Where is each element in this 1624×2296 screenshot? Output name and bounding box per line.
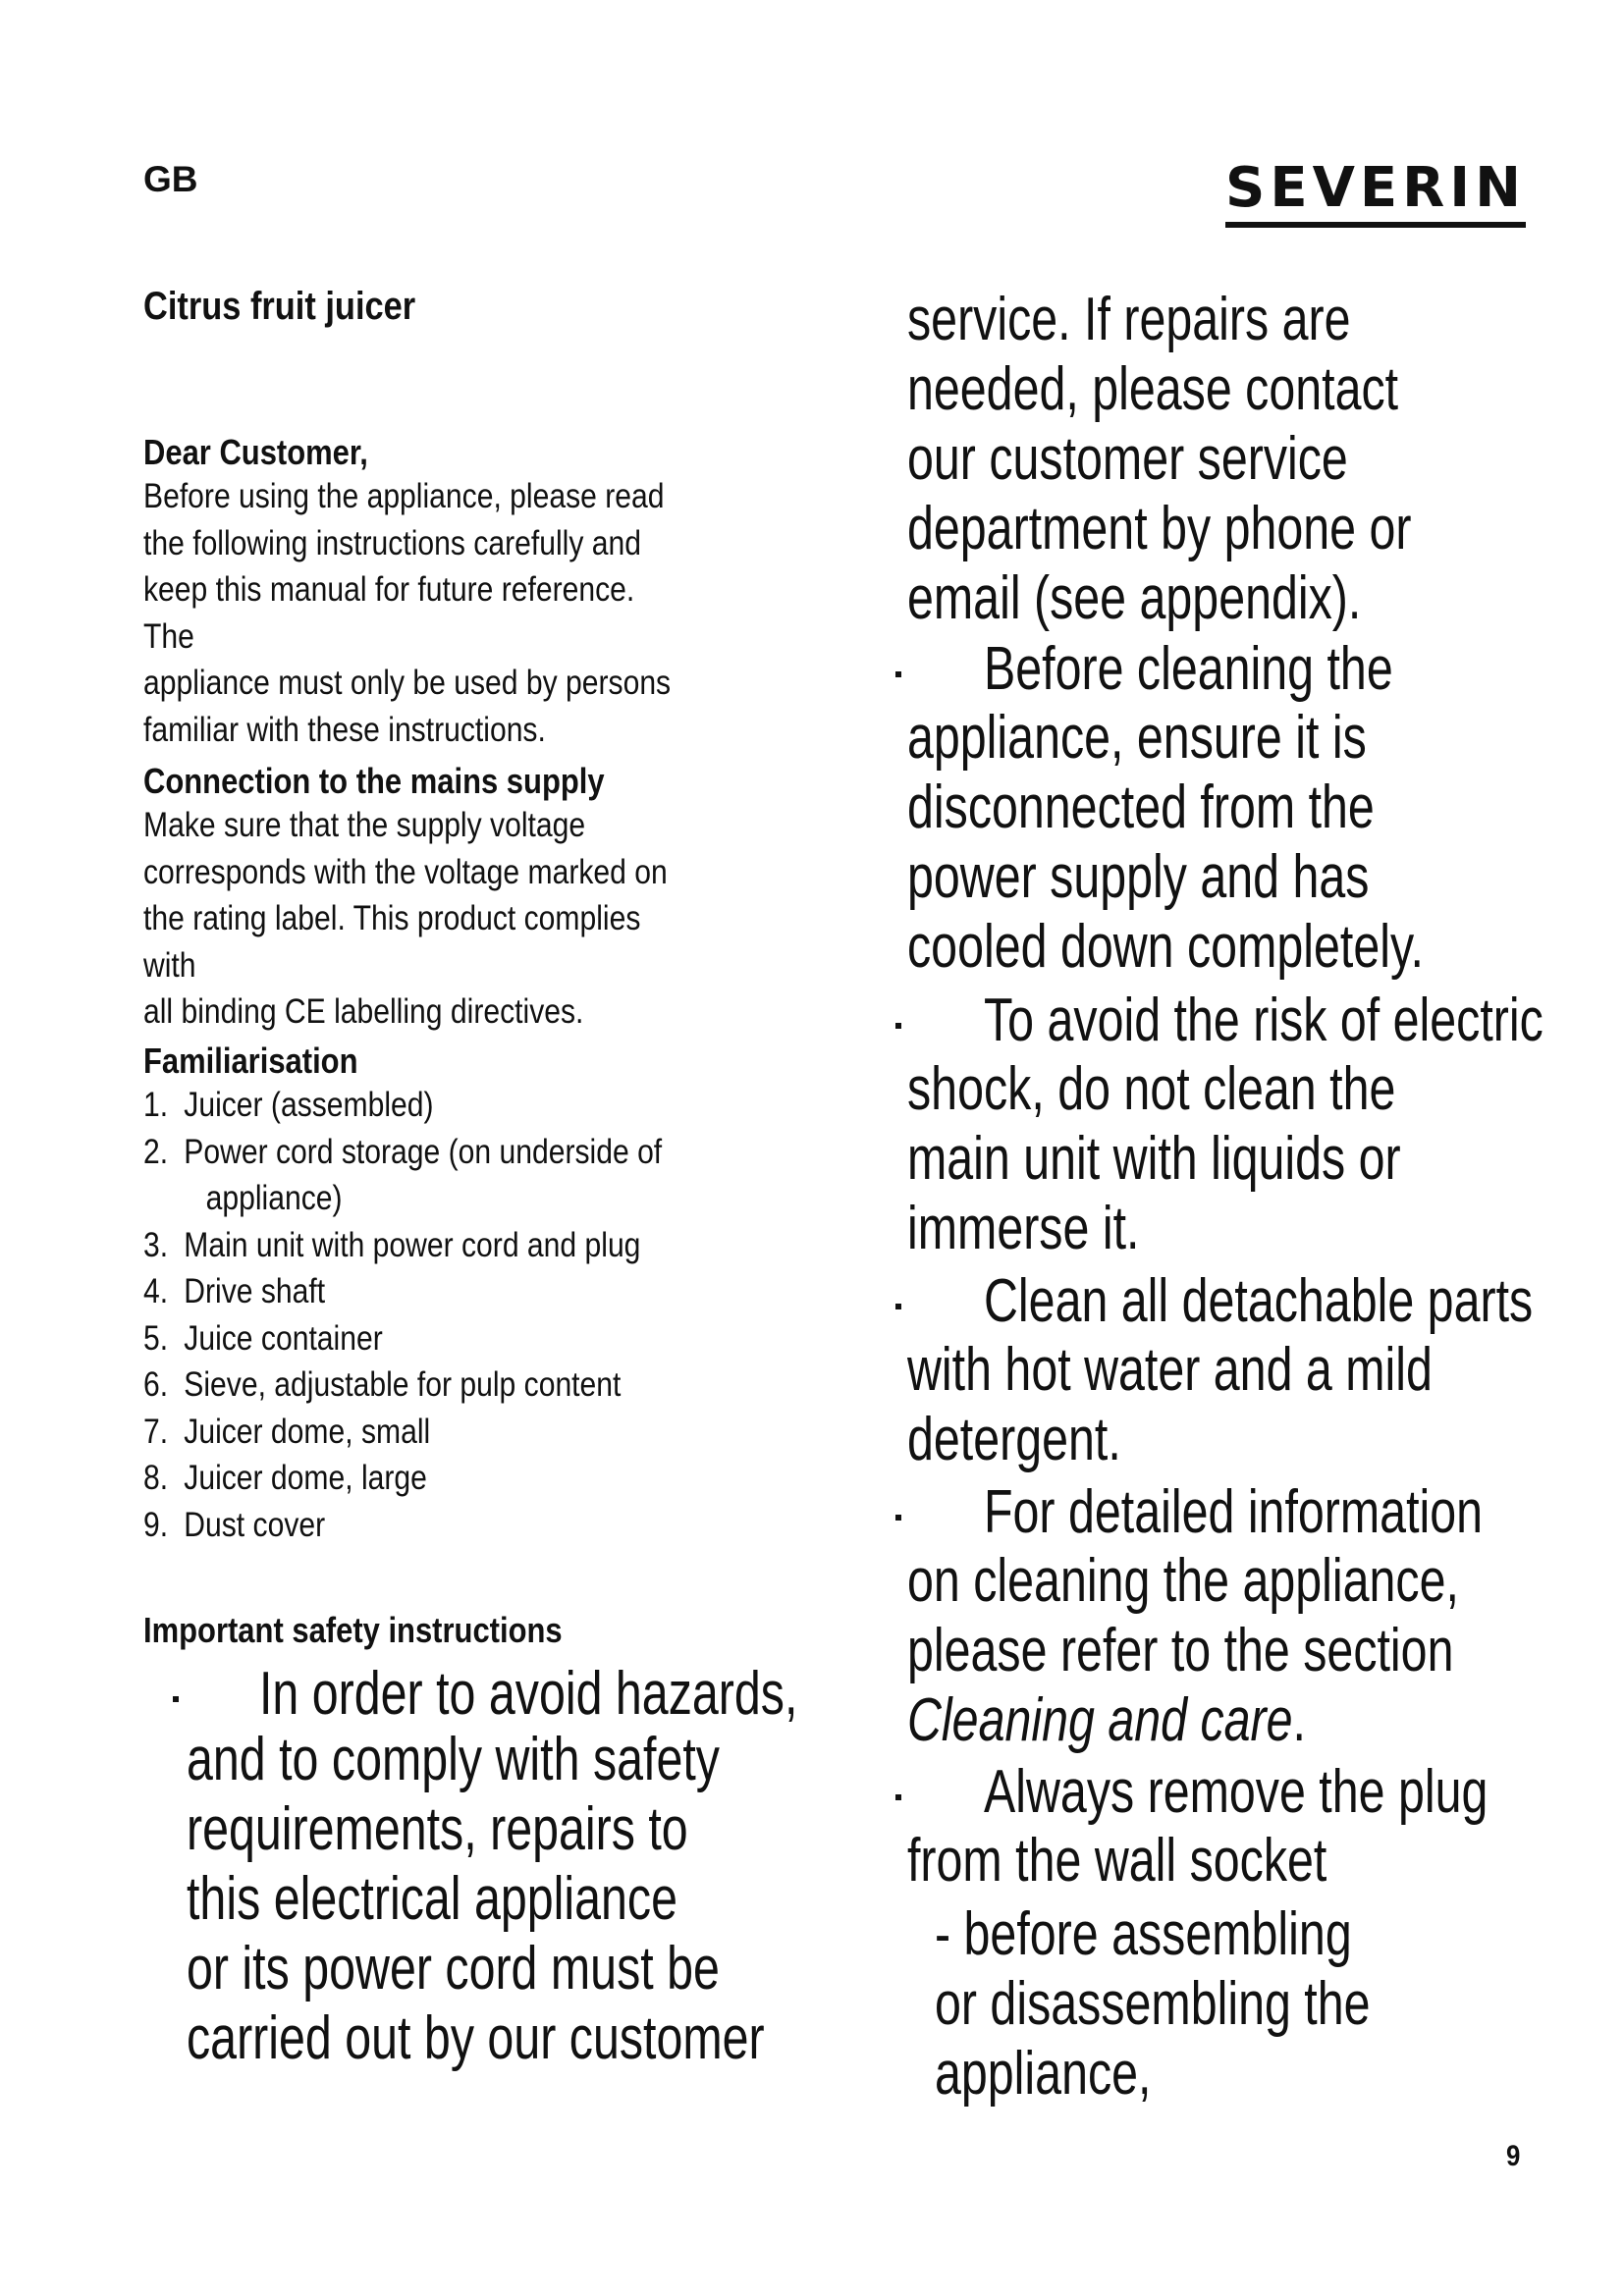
text-line: appliance must only be used by persons: [143, 664, 672, 702]
language-code: GB: [143, 159, 198, 199]
safety-item-2-first-line: Before cleaning the: [984, 635, 1393, 703]
text-line: shock, do not clean the: [907, 1055, 1396, 1123]
text-line: immerse it.: [907, 1195, 1140, 1262]
safety-item-6-first-line: Always remove the plug: [984, 1758, 1489, 1826]
safety-item-1-text: [187, 1725, 765, 2073]
mains-heading: Connection to the mains supply: [143, 761, 605, 801]
severin-logo: SEVERIN: [1225, 161, 1526, 228]
item-text: Juicer dome, small: [184, 1412, 431, 1451]
item-text-line: appliance): [205, 1179, 343, 1217]
text-line: carried out by our customer: [187, 2004, 765, 2072]
item-text: [184, 1129, 751, 1222]
safety-item-4-first-line: Clean all detachable parts: [984, 1267, 1534, 1335]
text-line: keep this manual for future reference. The: [143, 570, 635, 656]
mains-text: [143, 802, 683, 1036]
text-line: familiar with these instructions.: [143, 710, 546, 749]
list-item: [143, 1502, 751, 1549]
bullet-icon: [895, 1304, 901, 1309]
page-title: Citrus fruit juicer: [143, 285, 416, 328]
text-line: and to comply with safety: [187, 1726, 720, 1793]
page-number: 9: [1506, 2140, 1521, 2172]
text-line: needed, please contact: [907, 355, 1399, 423]
text-line: the rating label. This product complies with: [143, 899, 641, 985]
list-item: [143, 1129, 751, 1222]
text-line: on cleaning the appliance,: [907, 1547, 1459, 1615]
item-number: 5.: [143, 1318, 169, 1358]
safety-item-6-sublist: [935, 1899, 1371, 2109]
reference-period: .: [1292, 1686, 1306, 1754]
text-line: this electrical appliance: [187, 1865, 677, 1933]
item-number: 8.: [143, 1459, 169, 1497]
text-line: please refer to the section: [907, 1617, 1454, 1684]
item-number: 3.: [143, 1225, 169, 1264]
text-line: power supply and has: [907, 843, 1370, 911]
item-number: 2.: [143, 1132, 169, 1171]
bullet-icon: [895, 1023, 901, 1029]
text-line: Make sure that the supply voltage: [143, 806, 586, 844]
text-line: appliance,: [935, 2040, 1152, 2108]
safety-item-5-first-line: For detailed information: [984, 1478, 1484, 1546]
familiarisation-heading: Familiarisation: [143, 1041, 358, 1081]
item-text-line: Power cord storage (on underside of: [184, 1132, 663, 1171]
list-item: [143, 1082, 751, 1129]
item-number: 7.: [143, 1412, 169, 1451]
safety-item-4-text: [907, 1335, 1433, 1474]
list-item: [143, 1362, 751, 1409]
text-line: our customer service: [907, 425, 1348, 493]
list-item: [143, 1222, 751, 1269]
text-line: all binding CE labelling directives.: [143, 992, 584, 1031]
list-item: [143, 1409, 751, 1456]
text-line: Before using the appliance, please read: [143, 477, 665, 515]
text-line: main unit with liquids or: [907, 1125, 1401, 1193]
bullet-icon: [895, 1515, 901, 1521]
safety-item-5-text: [907, 1546, 1459, 1755]
text-line: email (see appendix).: [907, 564, 1362, 632]
text-line: department by phone or: [907, 495, 1412, 562]
item-number: 4.: [143, 1272, 169, 1310]
safety-item-2-text: [907, 703, 1424, 982]
list-item: [143, 1455, 751, 1502]
list-item: [143, 1315, 751, 1362]
item-text: Sieve, adjustable for pulp content: [184, 1365, 622, 1404]
bullet-icon: [895, 671, 901, 677]
item-text: Drive shaft: [184, 1272, 326, 1310]
item-text: Juicer dome, large: [184, 1459, 427, 1497]
parts-list: [143, 1082, 751, 1548]
text-line: - before assembling: [935, 1900, 1352, 1968]
item-number: 1.: [143, 1086, 169, 1124]
bullet-icon: [173, 1696, 179, 1702]
section-reference: Cleaning and care: [907, 1686, 1293, 1754]
safety-heading: Important safety instructions: [143, 1610, 563, 1650]
text-line: with hot water and a mild: [907, 1336, 1433, 1404]
text-line: requirements, repairs to: [187, 1795, 688, 1863]
text-line: appliance, ensure it is: [907, 704, 1367, 772]
intro-text: [143, 473, 683, 753]
text-line: cooled down completely.: [907, 913, 1424, 981]
safety-item-1-continued: [907, 285, 1411, 633]
safety-item-6-text: [907, 1826, 1326, 1896]
item-number: 6.: [143, 1365, 169, 1404]
text-line: corresponds with the voltage marked on: [143, 852, 668, 891]
safety-item-1-first-line: In order to avoid hazards,: [259, 1660, 798, 1728]
text-line: service. If repairs are: [907, 286, 1351, 353]
list-item: [143, 1268, 751, 1315]
bullet-icon: [895, 1794, 901, 1800]
safety-item-3-first-line: To avoid the risk of electric: [984, 987, 1543, 1054]
item-text: Main unit with power cord and plug: [184, 1225, 641, 1264]
item-number: 9.: [143, 1505, 169, 1544]
item-text: Juice container: [184, 1318, 383, 1358]
text-line: the following instructions carefully and: [143, 523, 641, 562]
text-line: or its power cord must be: [187, 1935, 720, 2002]
text-line: from the wall socket: [907, 1827, 1327, 1895]
item-text: Juicer (assembled): [184, 1086, 434, 1124]
item-text: Dust cover: [184, 1505, 326, 1544]
text-line: disconnected from the: [907, 774, 1375, 841]
text-line: or disassembling the: [935, 1970, 1371, 2038]
intro-heading: Dear Customer,: [143, 432, 368, 472]
text-line: detergent.: [907, 1406, 1121, 1473]
safety-item-3-text: [907, 1054, 1401, 1263]
